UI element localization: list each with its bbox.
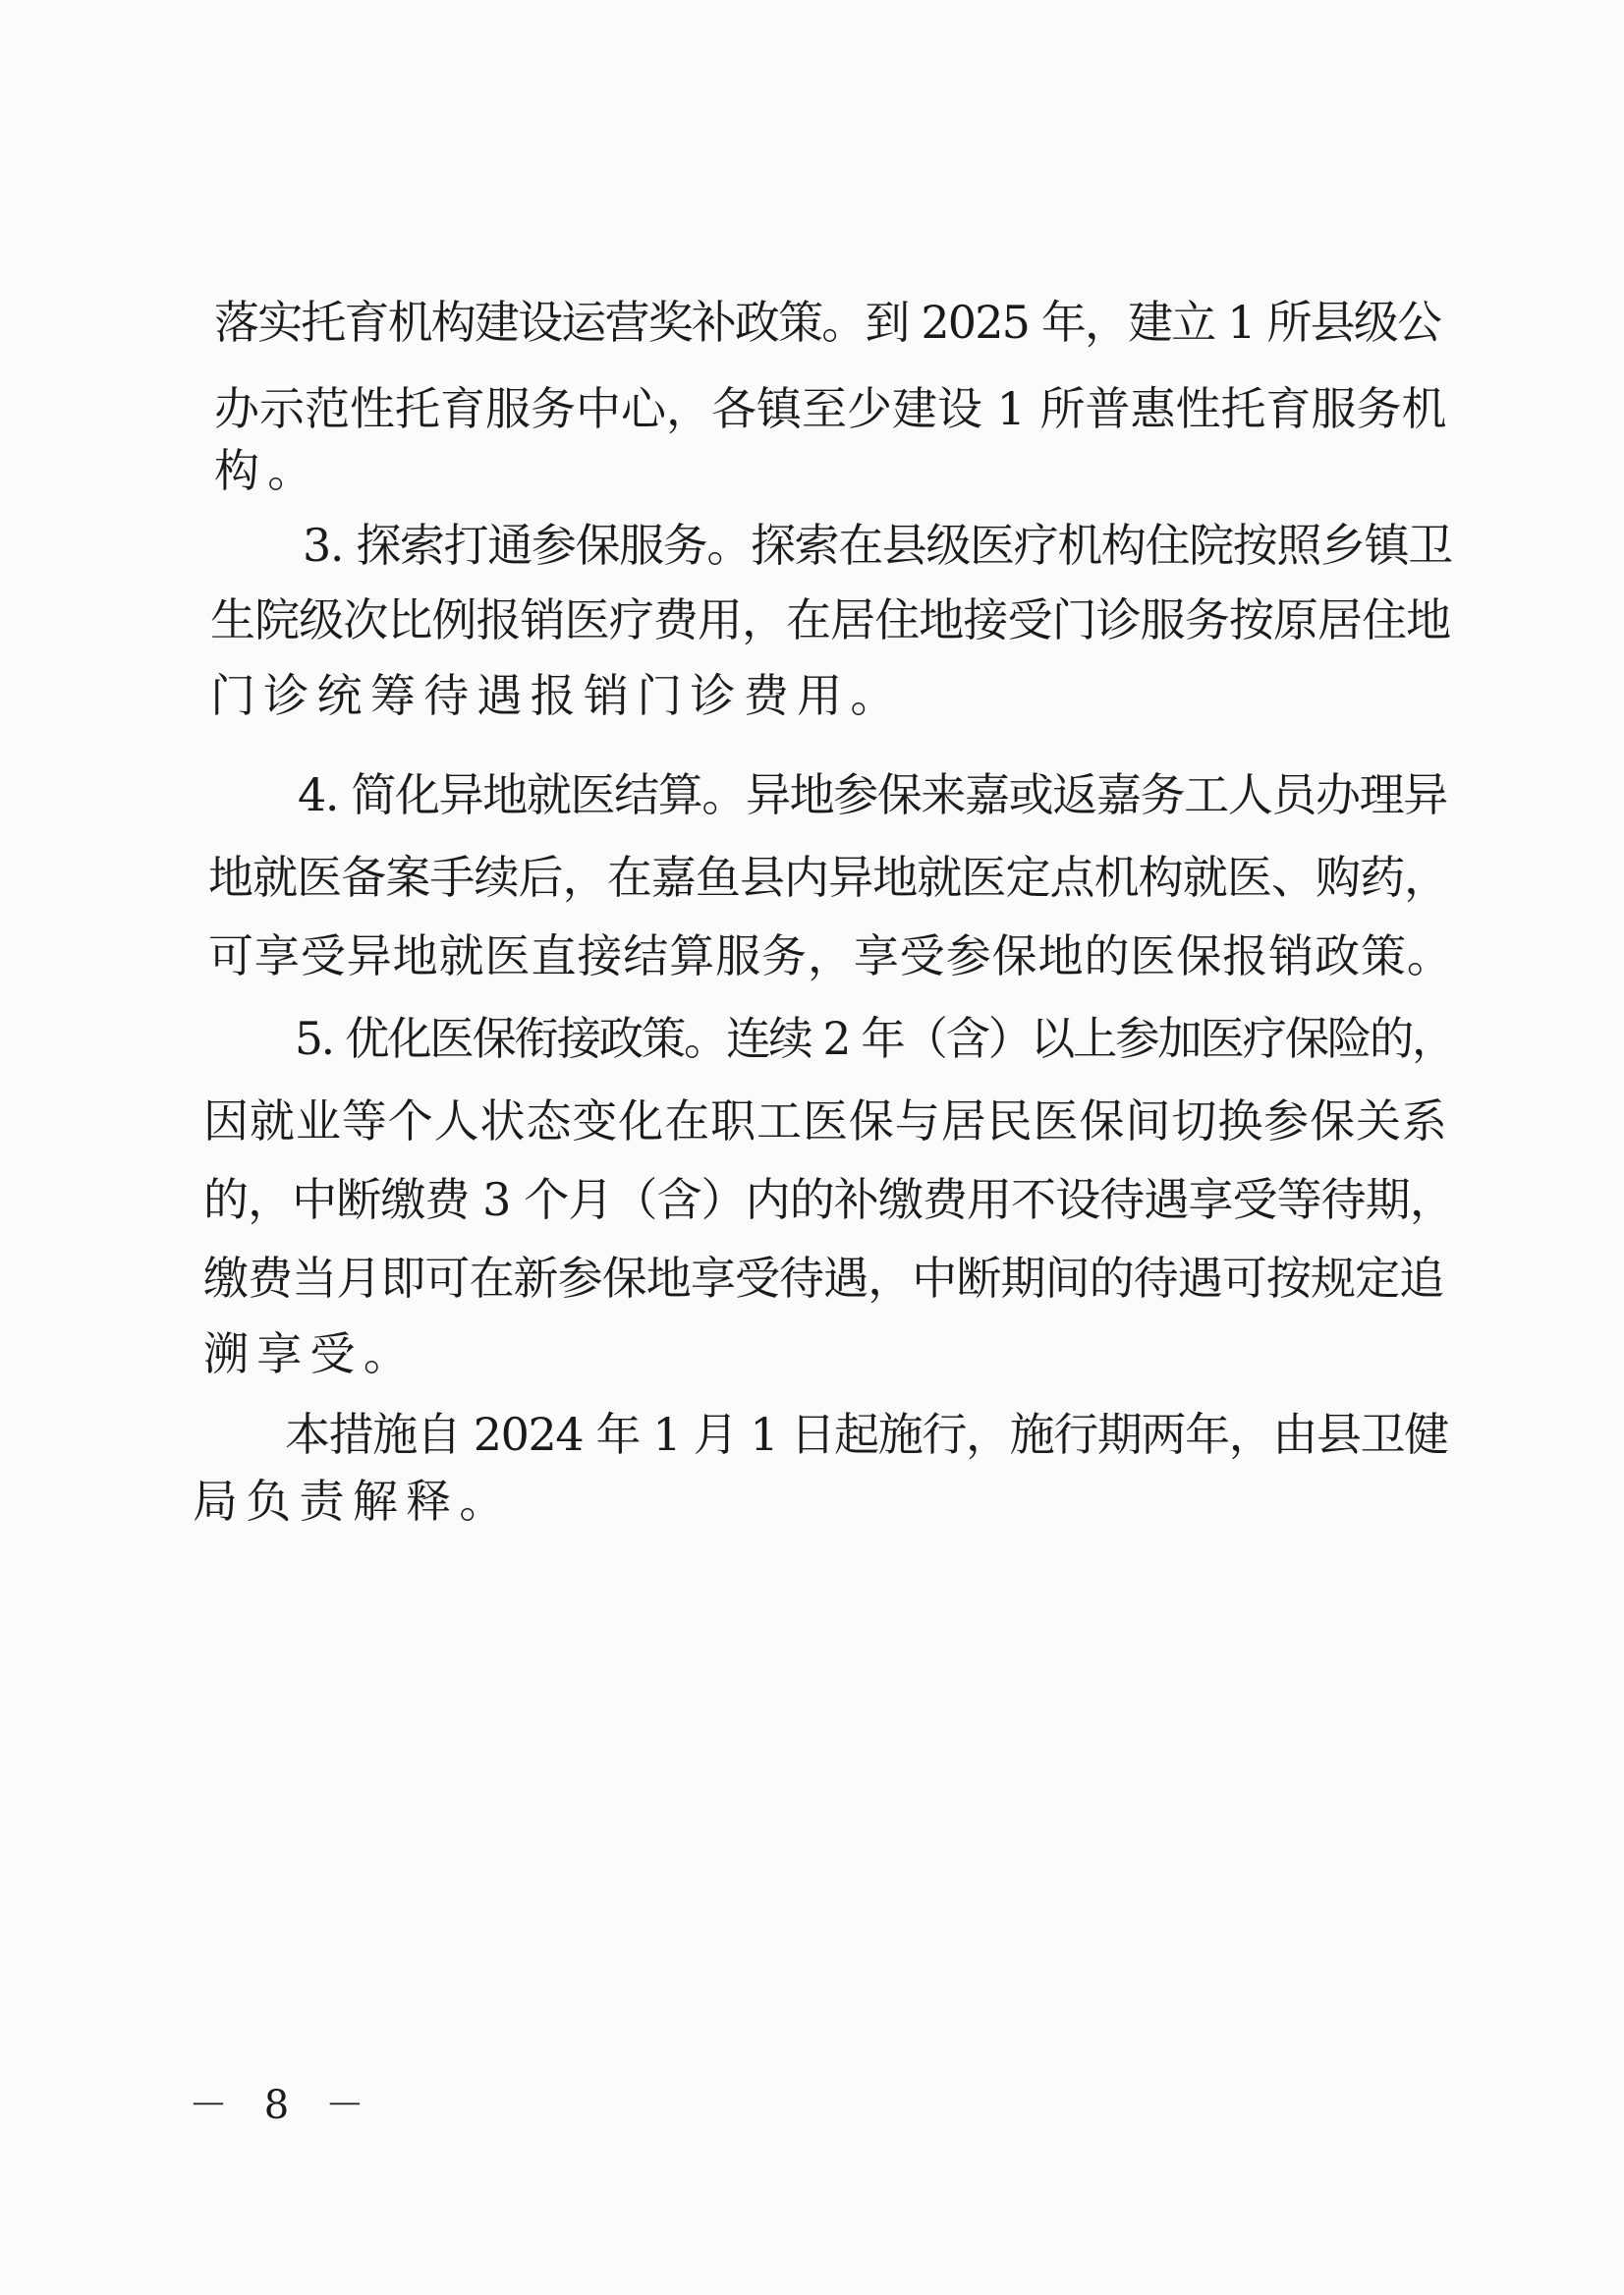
text-line: 因就业等个人状态变化在职工医保与居民医保间切换参保关系	[203, 1094, 1448, 1148]
text-line: 地就医备案手续后，在嘉鱼县内异地就医定点机构就医、购药，	[208, 851, 1449, 904]
text-line: 的，中断缴费 3 个月（含）内的补缴费用不设待遇享受等待期，	[203, 1173, 1454, 1226]
text-line: 缴费当月即可在新参保地享受待遇，中断期间的待遇可按规定追	[203, 1252, 1444, 1305]
page-number: － 8 －	[189, 2083, 376, 2128]
text-line: 门诊统筹待遇报销门诊费用。	[210, 669, 904, 722]
text-line: 局负责解释。	[193, 1475, 513, 1528]
text-line: 3. 探索打通参保服务。探索在县级医疗机构住院按照乡镇卫	[303, 519, 1452, 572]
text-line: 生院级次比例报销医疗费用，在居住地接受门诊服务按原居住地	[210, 593, 1451, 646]
text-line: 5. 优化医保衔接政策。连续 2 年（含）以上参加医疗保险的，	[295, 1012, 1455, 1065]
text-line: 落实托育机构建设运营奖补政策。到 2025 年，建立 1 所县级公	[214, 296, 1441, 349]
text-line: 可享受异地就医直接结算服务，享受参保地的医保报销政策。	[208, 929, 1453, 982]
text-line: 4. 简化异地就医结算。异地参保来嘉或返嘉务工人员办理异	[298, 768, 1447, 821]
text-line: 溯享受。	[203, 1327, 418, 1380]
text-line: 办示范性托育服务中心，各镇至少建设 1 所普惠性托育服务机	[214, 382, 1447, 435]
text-line: 本措施自 2024 年 1 月 1 日起施行，施行期两年，由县卫健	[285, 1408, 1448, 1461]
text-line: 构。	[214, 444, 321, 497]
